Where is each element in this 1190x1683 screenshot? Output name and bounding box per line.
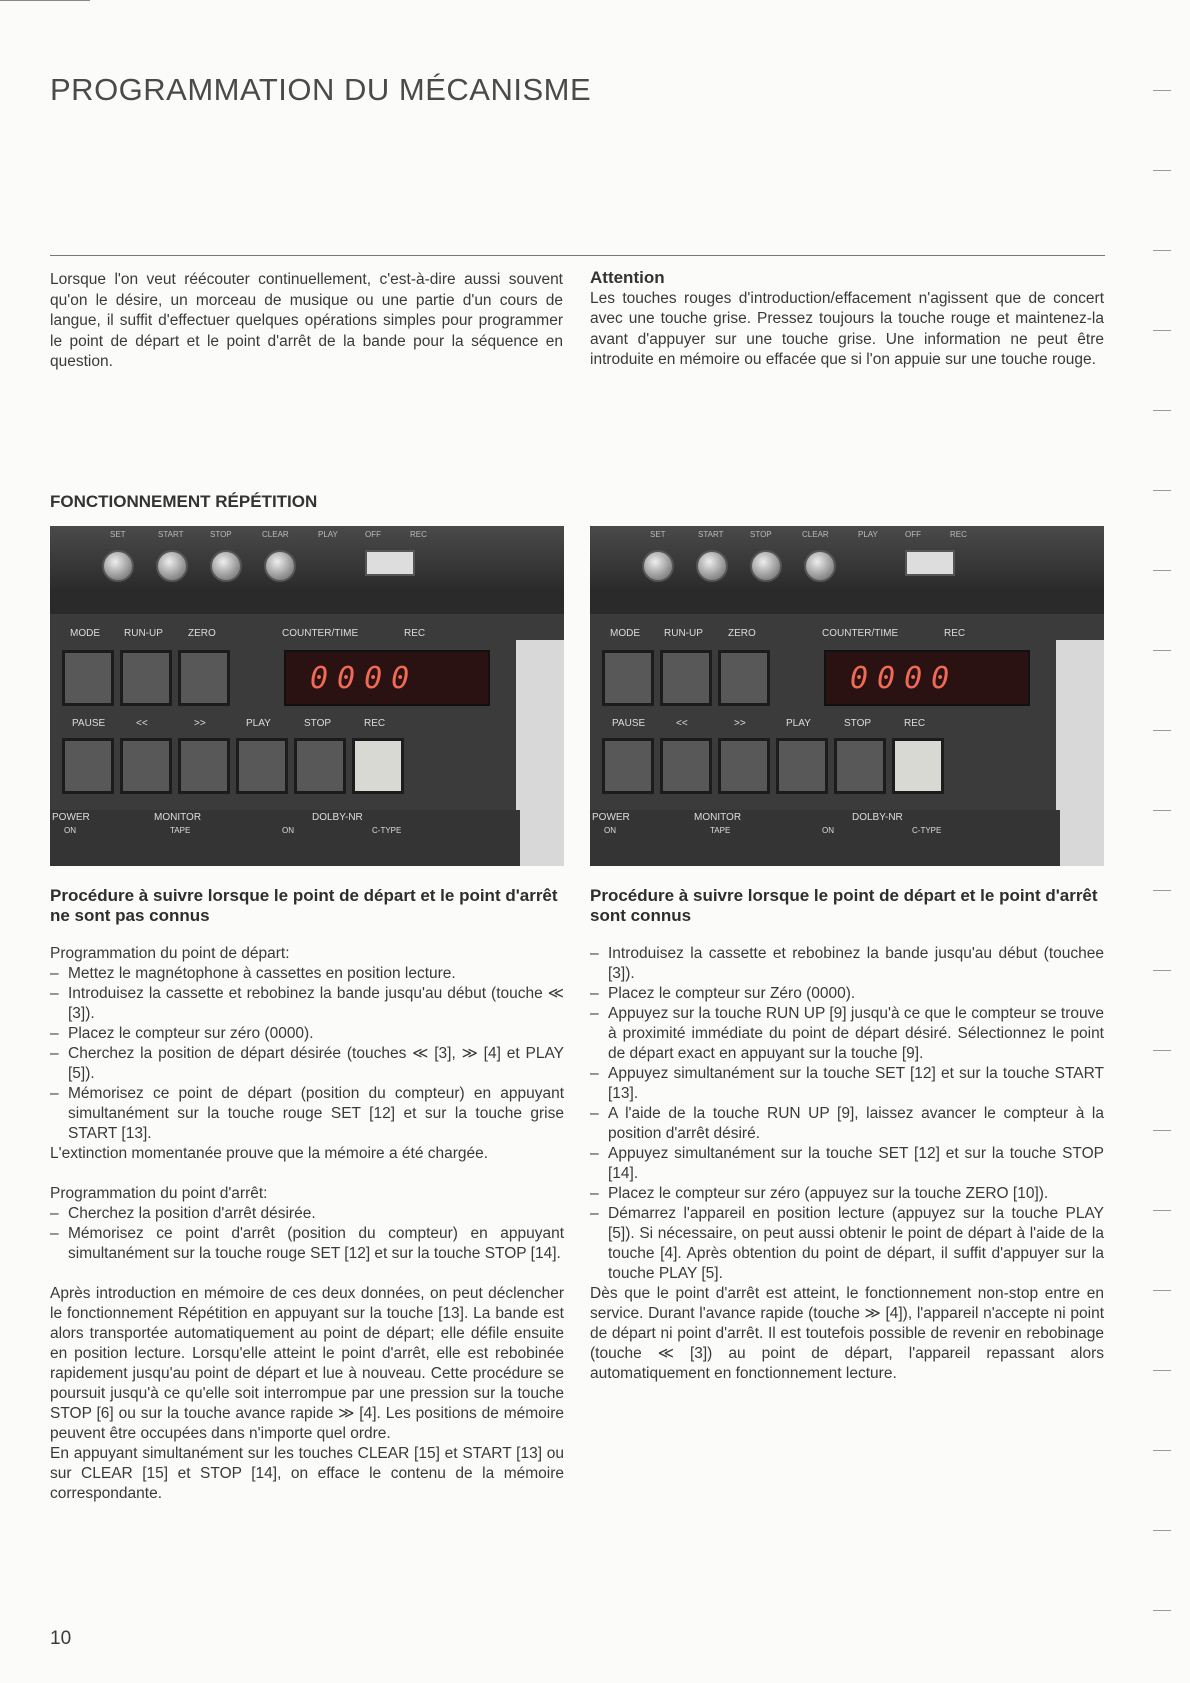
label-off: OFF — [365, 530, 381, 539]
left-column — [50, 944, 564, 1504]
margin-tick — [1153, 650, 1171, 651]
deck-panel — [50, 614, 564, 866]
clear-knob — [804, 550, 836, 582]
play-key — [776, 738, 828, 794]
margin-tick — [1153, 250, 1171, 251]
cassette-door — [1056, 640, 1104, 866]
label-start: START — [698, 530, 724, 539]
fastforward-key — [718, 738, 770, 794]
control-strip — [590, 526, 1104, 588]
label-dolby: DOLBY-NR — [312, 812, 363, 823]
counter-display — [824, 650, 1030, 706]
page-title: PROGRAMMATION DU MÉCANISME — [50, 72, 592, 107]
margin-tick — [1153, 170, 1171, 171]
device-photo-left — [50, 526, 564, 866]
runup-key — [120, 650, 172, 706]
label-clear: CLEAR — [802, 530, 829, 539]
left-clear-paragraph: En appuyant simultanément sur les touches CLEAR [15] et START [13] ou sur CLEAR [15] et STOP [14], on efface le contenu de la mémoire correspondante. — [50, 1445, 564, 1502]
list-item: – Appuyez sur la touche RUN UP [9] jusqu'à ce que le compteur se trouve à proximité immédiate du point de départ désiré. Sélectionnez le point de départ exact en appuyant sur la touche [9]. — [590, 1004, 1104, 1064]
list-item: – Introduisez la cassette et rebobinez la bande jusqu'au début (touchee [3]). — [590, 944, 1104, 984]
list-item: – Placez le compteur sur zéro (0000). — [50, 1024, 564, 1044]
label-rec: REC — [950, 530, 967, 539]
label-stop: STOP — [210, 530, 232, 539]
list-item: – A l'aide de la touche RUN UP [9], laissez avancer le compteur à la position d'arrêt désiré. — [590, 1104, 1104, 1144]
margin-tick — [1153, 1370, 1171, 1371]
label-zero: ZERO — [728, 628, 756, 639]
label-zero: ZERO — [188, 628, 216, 639]
page-number: 10 — [50, 1628, 72, 1649]
label-play: PLAY — [858, 530, 878, 539]
label-play: PLAY — [318, 530, 338, 539]
margin-tick — [1153, 1210, 1171, 1211]
list-item: – Cherchez la position de départ désirée (touches ≪ [3], ≫ [4] et PLAY [5]). — [50, 1044, 564, 1084]
stop-knob — [210, 550, 242, 582]
stop-knob — [750, 550, 782, 582]
counter-display — [284, 650, 490, 706]
label-clear: CLEAR — [262, 530, 289, 539]
label-runup: RUN-UP — [664, 628, 703, 639]
right-column — [590, 944, 1104, 1384]
clear-knob — [264, 550, 296, 582]
label-ctype: C-TYPE — [372, 826, 402, 835]
label-monitor: MONITOR — [694, 812, 742, 823]
margin-tick — [1153, 890, 1171, 891]
attention-box — [590, 268, 1104, 371]
label-runup: RUN-UP — [124, 628, 163, 639]
stop-list — [50, 1204, 564, 1264]
intro-paragraph: Lorsque l'on veut réécouter continuellement, c'est-à-dire aussi souvent qu'on le désire, un morceau de musique ou une partie d'un cours de langue, il suffit d'effectuer quelques opérations simples pour programmer le point de départ et le point d'arrêt de la bande pour la séquence en question. — [50, 271, 563, 370]
label-on-dolby: ON — [822, 826, 834, 835]
label-ctype: C-TYPE — [912, 826, 942, 835]
margin-tick — [1153, 1530, 1171, 1531]
label-tape: TAPE — [170, 826, 191, 835]
label-power: POWER — [52, 812, 90, 823]
margin-tick — [1153, 330, 1171, 331]
section-heading: FONCTIONNEMENT RÉPÉTITION — [50, 492, 318, 511]
right-list — [590, 944, 1104, 1284]
right-heading: Procédure à suivre lorsque le point de départ et le point d'arrêt sont connus — [590, 886, 1098, 925]
list-item: – Mettez le magnétophone à cassettes en position lecture. — [50, 964, 564, 984]
mode-switch — [905, 550, 955, 576]
margin-tick — [1153, 1450, 1171, 1451]
mode-switch — [365, 550, 415, 576]
list-item: – Introduisez la cassette et rebobinez la bande jusqu'au début (touche ≪ [3]). — [50, 984, 564, 1024]
set-knob — [642, 550, 674, 582]
label-rec-bottom: REC — [364, 718, 386, 729]
rewind-key — [120, 738, 172, 794]
rec-key — [892, 738, 944, 794]
deck-panel — [590, 614, 1104, 866]
list-item: – Placez le compteur sur zéro (appuyez sur la touche ZERO [10]). — [590, 1184, 1104, 1204]
label-mode: MODE — [70, 628, 100, 639]
rec-key — [352, 738, 404, 794]
counter-digits: 0000 — [850, 661, 959, 696]
list-item: – Placez le compteur sur Zéro (0000). — [590, 984, 1104, 1004]
label-on: ON — [604, 826, 616, 835]
label-fastforward: >> — [194, 718, 206, 729]
start-note: L'extinction momentanée prouve que la mémoire a été chargée. — [50, 1145, 489, 1162]
start-title: Programmation du point de départ: — [50, 945, 290, 962]
divider — [50, 255, 1105, 256]
label-monitor: MONITOR — [154, 812, 202, 823]
margin-tick — [1153, 90, 1171, 91]
mode-key — [602, 650, 654, 706]
label-rewind: << — [676, 718, 688, 729]
mode-key — [62, 650, 114, 706]
start-list — [50, 964, 564, 1144]
label-stop-bottom: STOP — [844, 718, 872, 729]
label-set: SET — [110, 530, 126, 539]
margin-tick — [1153, 730, 1171, 731]
label-pause: PAUSE — [72, 718, 106, 729]
list-item: – Démarrez l'appareil en position lecture (appuyez sur la touche PLAY [5]). Si nécessaire, on peut aussi obtenir le point de départ à l'aide de la touche [4]. Après obtention du point de départ, il suffit d'appuyer sur la touche PLAY [5]. — [590, 1204, 1104, 1284]
margin-tick — [1153, 810, 1171, 811]
list-item: – Cherchez la position d'arrêt désirée. — [50, 1204, 564, 1224]
label-rec-top: REC — [404, 628, 426, 639]
list-item: – Mémorisez ce point d'arrêt (position du compteur) en appuyant simultanément sur la touche rouge SET [12] et sur la touche STOP [14]. — [50, 1224, 564, 1264]
runup-key — [660, 650, 712, 706]
play-key — [236, 738, 288, 794]
margin-tick — [1153, 1130, 1171, 1131]
label-rec: REC — [410, 530, 427, 539]
label-rec-bottom: REC — [904, 718, 926, 729]
stop-key — [294, 738, 346, 794]
stop-key — [834, 738, 886, 794]
label-fastforward: >> — [734, 718, 746, 729]
margin-tick — [1153, 1290, 1171, 1291]
label-rewind: << — [136, 718, 148, 729]
control-strip — [50, 526, 564, 588]
label-pause: PAUSE — [612, 718, 646, 729]
attention-text: Les touches rouges d'introduction/effacement n'agissent que de concert avec une touche grise. Pressez toujours la touche rouge et maintenez-la avant d'appuyer sur une touche grise. Une information ne peut être introduite en mémoire ou effacée que si l'on appuie sur une touche rouge. — [590, 289, 1104, 368]
stop-title: Programmation du point d'arrêt: — [50, 1185, 268, 1202]
set-knob — [102, 550, 134, 582]
label-stop-bottom: STOP — [304, 718, 332, 729]
label-mode: MODE — [610, 628, 640, 639]
label-counter: COUNTER/TIME — [822, 628, 899, 639]
margin-tick — [1153, 490, 1171, 491]
cassette-door — [516, 640, 564, 866]
label-start: START — [158, 530, 184, 539]
start-knob — [696, 550, 728, 582]
label-stop: STOP — [750, 530, 772, 539]
device-photo-right — [590, 526, 1104, 866]
label-off: OFF — [905, 530, 921, 539]
attention-heading: Attention — [590, 268, 665, 287]
footer-strip — [590, 810, 1060, 866]
zero-key — [178, 650, 230, 706]
list-item: – Appuyez simultanément sur la touche SET [12] et sur la touche STOP [14]. — [590, 1144, 1104, 1184]
margin-tick — [1153, 970, 1171, 971]
left-heading: Procédure à suivre lorsque le point de départ et le point d'arrêt ne sont pas connus — [50, 886, 558, 925]
margin-tick — [1153, 1610, 1171, 1611]
label-set: SET — [650, 530, 666, 539]
label-power: POWER — [592, 812, 630, 823]
counter-digits: 0000 — [310, 661, 419, 696]
pause-key — [602, 738, 654, 794]
label-counter: COUNTER/TIME — [282, 628, 359, 639]
margin-tick — [1153, 1050, 1171, 1051]
start-knob — [156, 550, 188, 582]
label-dolby: DOLBY-NR — [852, 812, 903, 823]
label-tape: TAPE — [710, 826, 731, 835]
margin-tick — [1153, 570, 1171, 571]
top-edge-line — [0, 0, 90, 1]
rewind-key — [660, 738, 712, 794]
margin-tick — [1153, 410, 1171, 411]
fastforward-key — [178, 738, 230, 794]
left-final-paragraph: Après introduction en mémoire de ces deux données, on peut déclencher le fonctionnement Répétition en appuyant sur la touche [13]. La bande est alors transportée automatiquement au point de départ; elle défile ensuite en position lecture. Lorsqu'elle atteint le point d'arrêt, elle est rebobinée rapidement jusqu'au point de départ et lue à nouveau. Cette procédure se poursuit jusqu'à ce qu'elle soit interrompue par une pression sur la touche STOP [6] ou sur la touche avance rapide ≫ [4]. Les positions de mémoire peuvent être occupées dans n'importe quel ordre. — [50, 1285, 564, 1442]
list-item: – Mémorisez ce point de départ (position du compteur) en appuyant simultanément sur la touche rouge SET [12] et sur la touche grise START [13]. — [50, 1084, 564, 1144]
pause-key — [62, 738, 114, 794]
label-on: ON — [64, 826, 76, 835]
footer-strip — [50, 810, 520, 866]
right-final-paragraph: Dès que le point d'arrêt est atteint, le fonctionnement non-stop entre en service. Durant l'avance rapide (touche ≫ [4]), l'appareil n'accepte ni point de départ ni point d'arrêt. Il est toutefois possible de revenir en rebobinage (touche ≪ [3]) au point de départ, l'appareil repassant alors automatiquement en fonctionnement lecture. — [590, 1285, 1104, 1382]
list-item: – Appuyez simultanément sur la touche SET [12] et sur la touche START [13]. — [590, 1064, 1104, 1104]
label-on-dolby: ON — [282, 826, 294, 835]
label-play-bottom: PLAY — [786, 718, 811, 729]
label-play-bottom: PLAY — [246, 718, 271, 729]
label-rec-top: REC — [944, 628, 966, 639]
zero-key — [718, 650, 770, 706]
